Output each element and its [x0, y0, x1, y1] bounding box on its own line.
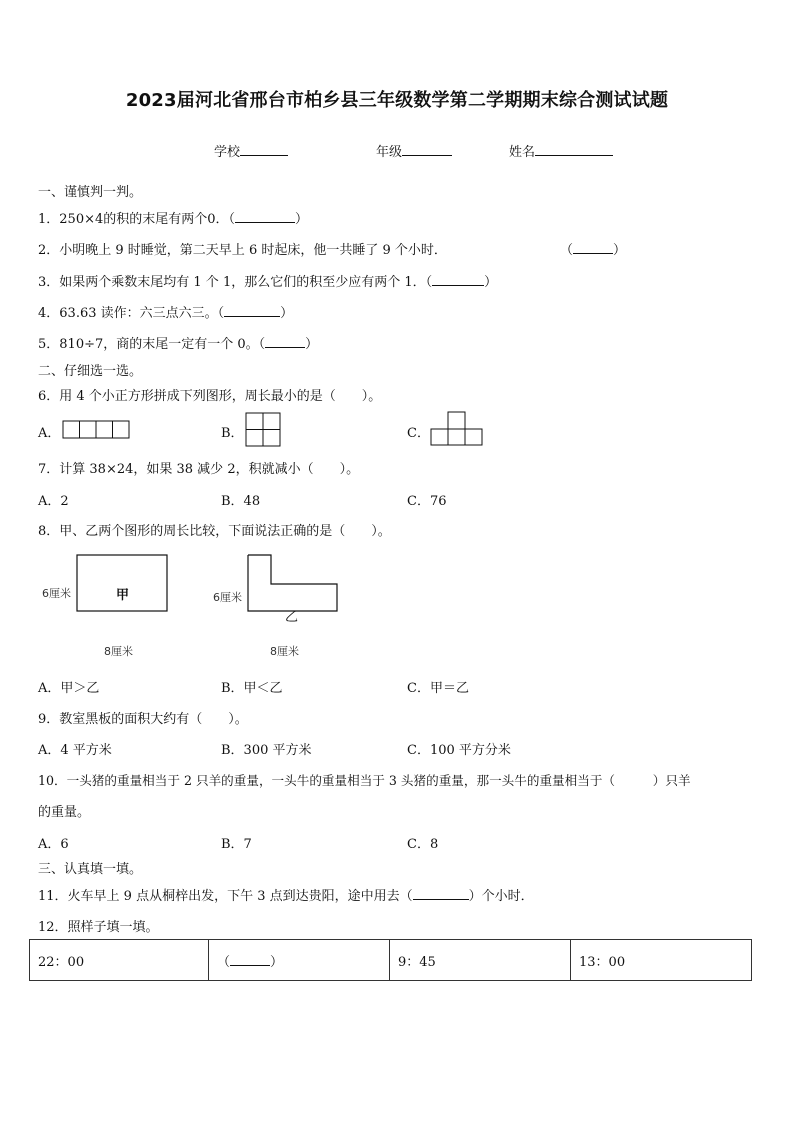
question-2-text: 2．小明晚上 9 时睡觉，第二天早上 6 时起床，他一共睡了 9 个小时．: [38, 243, 447, 258]
school-field: [214, 141, 288, 160]
question-10-line-2: 的重量。: [38, 805, 91, 820]
question-8-option-a[interactable]: A．甲＞乙: [38, 681, 100, 696]
question-6-option-b-label: B．: [221, 426, 244, 441]
table-row: [30, 940, 752, 981]
question-5-text: 5．810÷7，商的末尾一定有一个 0。（: [38, 337, 266, 352]
figure-yi: [246, 553, 340, 613]
question-4: [38, 302, 293, 321]
question-1: [38, 208, 308, 227]
question-11-text: 11．火车早上 9 点从桐梓出发，下午 3 点到达贵阳，途中用去（: [38, 889, 413, 904]
question-3-blank[interactable]: [432, 273, 484, 286]
question-5: [38, 333, 318, 352]
grade-label: 年级: [376, 145, 403, 160]
table-cell-time-1: 22：00: [30, 940, 209, 981]
question-7: 7．计算 38×24，如果 38 减少 2，积就减小（ ）。: [38, 462, 360, 477]
page-title: 2023届河北省邢台市柏乡县三年级数学第二学期期末综合测试试题: [125, 90, 669, 111]
option-a-shape[interactable]: [62, 420, 132, 440]
question-12-table: [29, 939, 752, 981]
question-11-blank[interactable]: [413, 887, 469, 900]
question-5-blank[interactable]: [265, 335, 305, 348]
figure-jia: [76, 553, 170, 613]
question-11-text-end: ）个小时．: [468, 889, 534, 904]
figure-jia-label: 甲: [116, 588, 130, 603]
question-11: [38, 885, 534, 904]
table-cell-time-4: 13：00: [571, 940, 752, 981]
paren-close: ）: [280, 306, 294, 321]
question-10-line-1: 10．一头猪的重量相当于 2 只羊的重量，一头牛的重量相当于 3 头猪的重量，那一头牛的重量相当于（ ）只羊: [38, 773, 691, 788]
paren-close: ）: [270, 954, 284, 970]
grade-field: [376, 141, 452, 160]
question-4-text: 4．63.63 读作：六三点六三。（: [38, 306, 225, 321]
school-label: 学校: [214, 145, 241, 160]
question-12: 12．照样子填一填。: [38, 920, 159, 935]
question-10-option-a[interactable]: A．6: [38, 837, 69, 852]
question-7-option-b[interactable]: B．48: [221, 494, 261, 509]
question-1-blank[interactable]: [235, 210, 295, 223]
question-6-option-a-label: A．: [38, 426, 61, 441]
school-blank[interactable]: [240, 143, 288, 156]
question-9: 9．教室黑板的面积大约有（ ）。: [38, 712, 248, 727]
question-9-option-b[interactable]: B．300 平方米: [221, 743, 312, 758]
question-2-blank[interactable]: [573, 241, 613, 254]
paren-close: ）: [484, 275, 498, 290]
grade-blank[interactable]: [402, 143, 452, 156]
figure-jia-width-label: 8厘米: [104, 645, 133, 658]
figure-jia-height-label: 6厘米: [42, 587, 71, 600]
figure-yi-width-label: 8厘米: [270, 645, 299, 658]
question-8-option-c[interactable]: C．甲＝乙: [407, 681, 469, 696]
question-10-option-c[interactable]: C．8: [407, 837, 439, 852]
section-3-heading: 三、认真填一填。: [38, 862, 143, 877]
question-9-option-c[interactable]: C．100 平方分米: [407, 743, 511, 758]
question-1-text: 1．250×4的积的末尾有两个0．（: [38, 212, 236, 227]
section-1-heading: 一、谨慎判一判。: [38, 185, 143, 200]
question-10-option-b[interactable]: B．7: [221, 837, 252, 852]
option-c-shape[interactable]: [430, 411, 485, 447]
question-2-answer: （ ）: [560, 243, 627, 258]
question-6-option-c-label: C．: [407, 426, 430, 441]
figure-yi-height-label: 6厘米: [213, 591, 242, 604]
name-blank[interactable]: [535, 143, 613, 156]
paren-close: ）: [295, 212, 309, 227]
paren-close: ）: [305, 337, 319, 352]
table-cell-answer[interactable]: [209, 940, 390, 981]
question-7-option-a[interactable]: A．2: [38, 494, 69, 509]
question-8-option-b[interactable]: B．甲＜乙: [221, 681, 283, 696]
question-3: [38, 271, 497, 290]
table-cell-blank[interactable]: [230, 953, 270, 966]
name-field: [509, 141, 613, 160]
name-label: 姓名: [509, 145, 536, 160]
figure-yi-label: 乙: [285, 610, 299, 625]
question-4-blank[interactable]: [224, 304, 280, 317]
paren-close: ）: [613, 243, 627, 258]
question-8: 8．甲、乙两个图形的周长比较，下面说法正确的是（ ）。: [38, 524, 391, 539]
option-b-shape[interactable]: [245, 412, 283, 448]
section-2-heading: 二、仔细选一选。: [38, 364, 143, 379]
question-9-option-a[interactable]: A．4 平方米: [38, 743, 112, 758]
question-3-text: 3．如果两个乘数末尾均有 1 个 1，那么它们的积至少应有两个 1．（: [38, 275, 433, 290]
table-cell-paren-open: （: [217, 954, 231, 970]
question-6: 6．用 4 个小正方形拼成下列图形，周长最小的是（ ）。: [38, 389, 382, 404]
question-2: [38, 239, 447, 258]
table-cell-time-3: 9：45: [390, 940, 571, 981]
question-7-option-c[interactable]: C．76: [407, 494, 447, 509]
